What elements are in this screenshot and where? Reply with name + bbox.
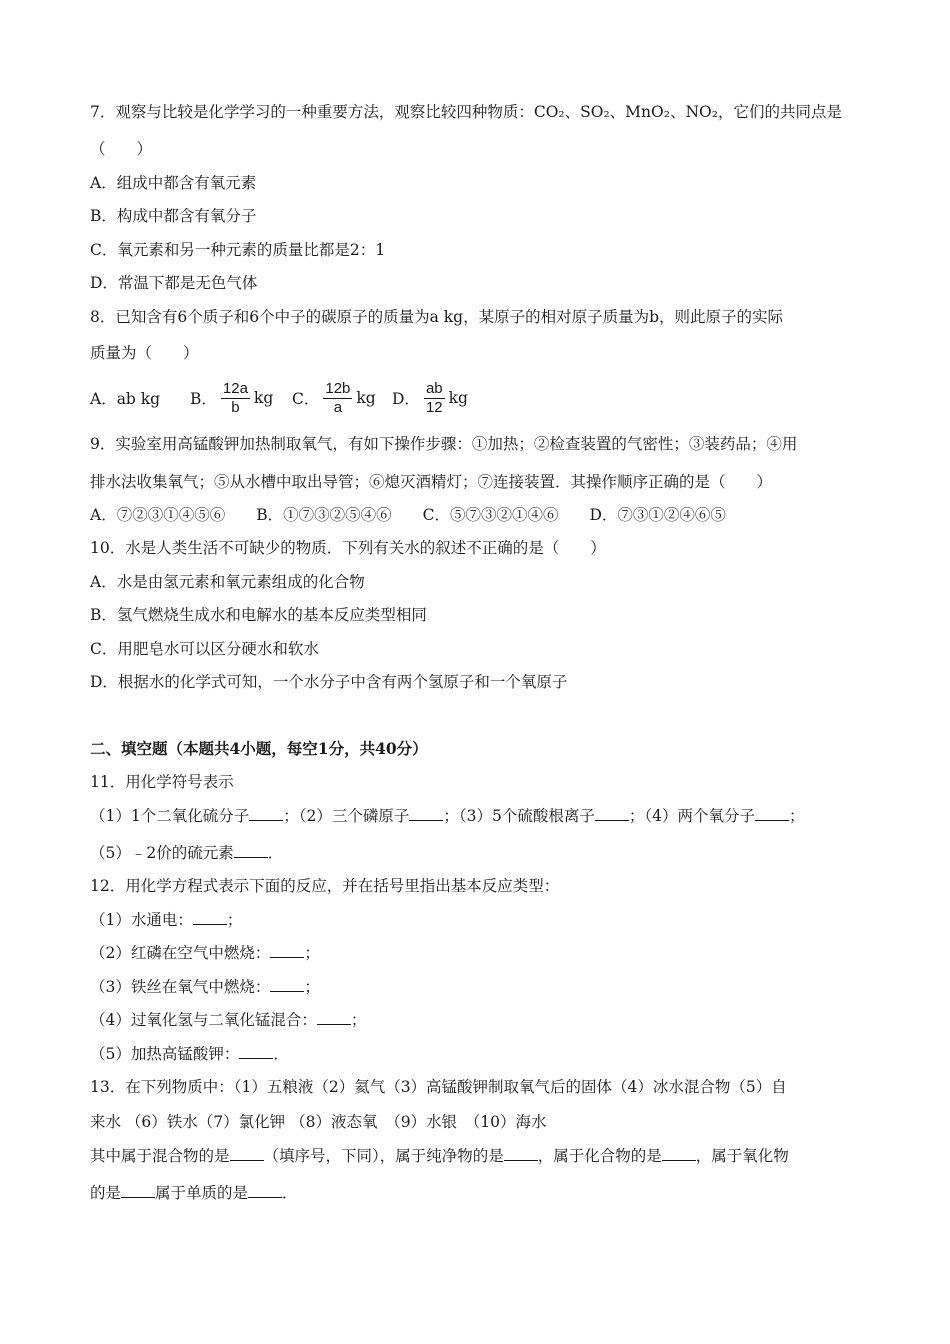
answer-blank[interactable]: [504, 1146, 538, 1161]
q7-option-c: C．氧元素和另一种元素的质量比都是2：1: [90, 241, 386, 259]
answer-blank[interactable]: [230, 1146, 264, 1161]
section-heading: 二、填空题（本题共4小题，每空1分，共40分）: [90, 739, 428, 758]
answer-blank[interactable]: [239, 1044, 273, 1059]
answer-blank[interactable]: [270, 977, 304, 992]
q11-parts-line1: （1）1个二氧化硫分子 ；（2）三个磷原子 ；（3）5个硫酸根离子 ；（4）两个氧分子 ；: [90, 807, 805, 825]
q12-item-1: （1）水通电： ；: [90, 911, 243, 929]
q7-option-a: A．组成中都含有氧元素: [90, 174, 257, 192]
q8-stem-line2: 质量为（ ）: [90, 344, 199, 362]
q10-option-d: D．根据水的化学式可知，一个水分子中含有两个氢原子和一个氧原子: [90, 673, 568, 691]
q8-option-a: A．ab kg: [90, 390, 161, 408]
q12-item-4: （4）过氧化氢与二氧化锰混合： ；: [90, 1011, 367, 1029]
q10-option-c: C．用肥皂水可以区分硬水和软水: [90, 640, 319, 658]
answer-blank[interactable]: [662, 1146, 696, 1161]
q8-option-c-fraction: $\frac{12b}{a}$: [325, 379, 351, 416]
q7-option-b: B．构成中都含有氧分子: [90, 207, 257, 225]
q7-paren: （ ）: [90, 140, 153, 158]
q11-parts-line2: （5）﹣2价的硫元素 ．: [90, 844, 284, 862]
answer-blank[interactable]: [755, 806, 789, 821]
q7-stem: 7．观察与比较是化学学习的一种重要方法，观察比较四种物质：CO₂、SO₂、MnO₂、NO₂，它们的共同点是: [90, 103, 842, 121]
answer-blank[interactable]: [595, 806, 629, 821]
q13-answer-line1: 其中属于混合物的是 （填序号，下同），属于纯净物的是 ，属于化合物的是 ，属于氧化物: [90, 1147, 789, 1165]
q13-stem-line1: 13．在下列物质中：（1）五粮液（2）氦气（3）高锰酸钾制取氧气后的固体（4）冰水混合物（5）自: [90, 1078, 787, 1096]
answer-blank[interactable]: [409, 806, 443, 821]
q12-item-3: （3）铁丝在氧气中燃烧： ；: [90, 978, 320, 996]
q9-options: A．⑦②③①④⑤⑥ B．①⑦③②⑤④⑥ C．⑤⑦③②①④⑥ D．⑦③①②④⑥⑤: [90, 506, 726, 524]
q12-stem: 12．用化学方程式表示下面的反应，并在括号里指出基本反应类型：: [90, 877, 560, 895]
answer-blank[interactable]: [248, 1183, 282, 1198]
answer-blank[interactable]: [249, 806, 283, 821]
answer-blank[interactable]: [193, 910, 227, 925]
q9-stem-line2: 排水法收集氧气；⑤从水槽中取出导管；⑥熄灭酒精灯；⑦连接装置．其操作顺序正确的是（ ）: [90, 473, 773, 491]
q12-item-2: （2）红磷在空气中燃烧： ；: [90, 944, 320, 962]
q9-stem-line1: 9．实验室用高锰酸钾加热制取氧气，有如下操作步骤：①加热；②检查装置的气密性；③装药品；④用: [90, 435, 798, 453]
q8-stem-line1: 8．已知含有6个质子和6个中子的碳原子的质量为a kg，某原子的相对原子质量为b，则此原子的实际: [90, 308, 783, 326]
q8-option-b: B． $\frac{12a}{b}$ kg: [190, 379, 274, 416]
q13-answer-line2: 的是 属于单质的是 ．: [90, 1184, 298, 1202]
q7-option-d: D．常温下都是无色气体: [90, 274, 258, 292]
q11-stem: 11．用化学符号表示: [90, 773, 234, 791]
answer-blank[interactable]: [317, 1010, 351, 1025]
q10-option-b: B．氢气燃烧生成水和电解水的基本反应类型相同: [90, 606, 427, 624]
answer-blank[interactable]: [121, 1183, 155, 1198]
q13-stem-line2: 来水 （6）铁水（7）氯化钾 （8）液态氧 （9）水银 （10）海水: [90, 1113, 547, 1131]
q8-option-c: C． $\frac{12b}{a}$ kg: [292, 379, 376, 416]
answer-blank[interactable]: [234, 843, 268, 858]
q12-item-5: （5）加热高锰酸钾： ．: [90, 1045, 289, 1063]
q8-option-d: D． $\frac{ab}{12}$ kg: [392, 379, 468, 416]
q10-stem: 10．水是人类生活不可缺少的物质．下列有关水的叙述不正确的是（ ）: [90, 539, 606, 557]
q10-option-a: A．水是由氢元素和氧元素组成的化合物: [90, 573, 365, 591]
q8-option-d-fraction: $\frac{ab}{12}$: [425, 379, 443, 416]
answer-blank[interactable]: [270, 943, 304, 958]
q8-option-b-fraction: $\frac{12a}{b}$: [222, 379, 248, 416]
